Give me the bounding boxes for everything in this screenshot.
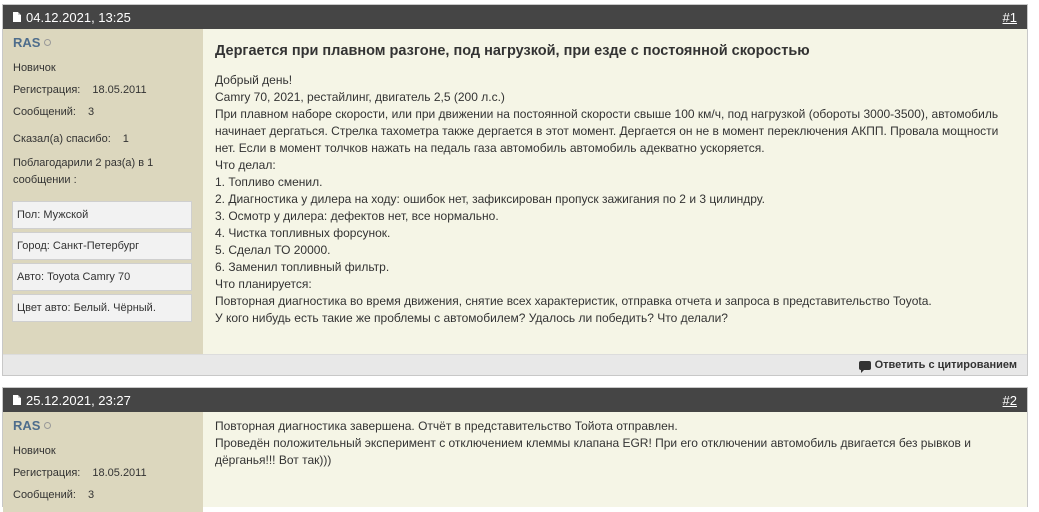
post-line: 4. Чистка топливных форсунок.: [215, 226, 391, 240]
messages-value: 3: [87, 106, 95, 118]
thanks-label: Сказал(а) спасибо:: [13, 133, 111, 145]
profile-gender: Пол: Мужской: [12, 201, 192, 229]
post-header: [3, 388, 1027, 412]
messages-label: Сообщений:: [13, 106, 76, 118]
thanks-value: 1: [122, 133, 129, 145]
post-line: Повторная диагностика завершена. Отчёт в представительство Тойота отправлен.: [215, 419, 678, 433]
username[interactable]: RAS: [13, 418, 41, 433]
messages-value: 3: [87, 489, 95, 501]
user-sidebar: [3, 412, 203, 512]
messages-line: [13, 106, 193, 119]
post-line: 6. Заменил топливный фильтр.: [215, 260, 390, 274]
registration-line: [13, 84, 193, 97]
registration-line: [13, 467, 193, 480]
post-line: 1. Топливо сменил.: [215, 175, 323, 189]
post-1: [2, 4, 1028, 376]
post-document-icon: [13, 12, 21, 22]
registration-value: 18.05.2011: [92, 467, 147, 479]
post-line: Проведён положительный эксперимент с отключением клеммы клапана EGR! При его отключении автомобиль двигается без рывков и дёрганья!!! Вот так))): [215, 436, 975, 467]
registration-label: Регистрация:: [13, 84, 81, 96]
post-number-link[interactable]: #2: [1002, 392, 1017, 408]
post-line: 2. Диагностика у дилера на ходу: ошибок нет, зафиксирован пропуск зажигания по 2 и 3 цилиндру.: [215, 192, 765, 206]
post-date: 04.12.2021, 13:25: [26, 9, 131, 25]
post-document-icon: [13, 395, 21, 405]
post-date: 25.12.2021, 23:27: [26, 392, 131, 408]
post-title: Дергается при плавном разгоне, под нагрузкой, при езде с постоянной скоростью: [215, 43, 810, 59]
offline-status-icon: [44, 39, 51, 46]
post-line: При плавном наборе скорости, или при движении на постоянной скорости свыше 100 км/ч, под нагрузкой (обороты 3000-3500), автомобиль начинает дергаться. Стрелка тахометра также дергается в этот момент. Дергается он не в момент переключения АКПП. Провала мощности нет. Если в момент толчков нажать на педаль газа автомобиль автомобиль адекватно ускоряется.: [215, 107, 1002, 155]
post-content: [203, 412, 1027, 512]
post-2: [2, 387, 1028, 507]
reply-with-quote-button[interactable]: [859, 359, 1017, 371]
reply-with-quote-label[interactable]: Ответить с цитированием: [874, 359, 1017, 371]
post-line: 5. Сделал ТО 20000.: [215, 243, 331, 257]
registration-label: Регистрация:: [13, 467, 81, 479]
registration-value: 18.05.2011: [92, 84, 147, 96]
post-line: Camry 70, 2021, рестайлинг, двигатель 2,5 (200 л.с.): [215, 90, 505, 104]
messages-label: Сообщений:: [13, 489, 76, 501]
post-line: Что делал:: [215, 158, 276, 172]
speech-bubble-icon: [859, 361, 871, 370]
username[interactable]: RAS: [13, 35, 41, 50]
user-rank: Новичок: [13, 445, 56, 457]
user-sidebar: [3, 29, 203, 354]
profile-car: Авто: Toyota Camry 70: [12, 263, 192, 291]
post-line: Что планируется:: [215, 277, 312, 291]
profile-car-color: Цвет авто: Белый. Чёрный.: [12, 294, 192, 322]
username-link[interactable]: [13, 418, 193, 433]
offline-status-icon: [44, 422, 51, 429]
thanked-text: Поблагодарили 2 раз(а) в 1 сообщении :: [13, 157, 154, 186]
user-rank: Новичок: [13, 62, 56, 74]
post-footer: [3, 354, 1027, 375]
profile-city: Город: Санкт-Петербург: [12, 232, 192, 260]
post-line: У кого нибудь есть такие же проблемы с автомобилем? Удалось ли победить? Что делали?: [215, 311, 728, 325]
post-line: 3. Осмотр у дилера: дефектов нет, все нормально.: [215, 209, 499, 223]
messages-line: [13, 489, 193, 502]
post-line: Повторная диагностика во время движения, снятие всех характеристик, отправка отчета и запроса в представительство Toyota.: [215, 294, 932, 308]
thanks-line: [13, 133, 193, 146]
post-line: Добрый день!: [215, 73, 293, 87]
post-content: [203, 29, 1027, 354]
post-header: [3, 5, 1027, 29]
post-number-link[interactable]: #1: [1002, 9, 1017, 25]
username-link[interactable]: [13, 35, 193, 50]
